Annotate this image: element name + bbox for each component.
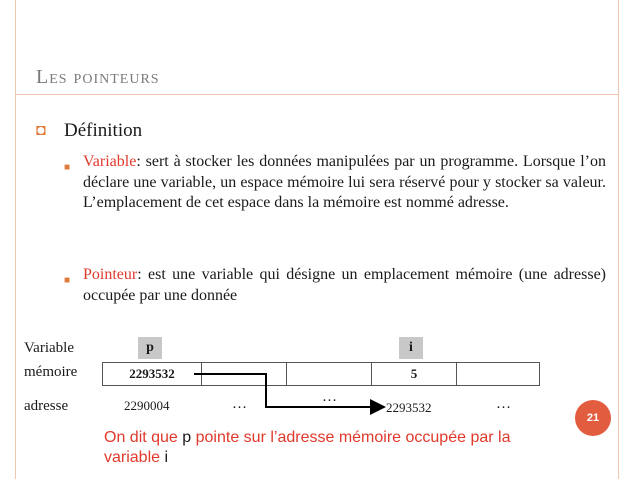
bullet-icon: ■ xyxy=(64,162,71,173)
section-label: Définition xyxy=(64,120,143,141)
variable-i-label: i xyxy=(399,337,423,359)
caption-text: variable xyxy=(104,449,161,466)
memory-cell-p: 2293532 xyxy=(102,362,202,386)
ellipsis: … xyxy=(322,389,337,405)
ellipsis: … xyxy=(496,396,511,412)
row-label-address: adresse xyxy=(24,398,69,414)
pointer-definition-text: : est une variable qui désigne un emplacement mémoire (une adresse) occupée par une donnée xyxy=(83,266,606,304)
memory-cell-i: 5 xyxy=(371,362,457,386)
variable-p-label: p xyxy=(138,337,162,359)
ellipsis: … xyxy=(232,396,247,412)
slide-title: Les pointeurs xyxy=(36,66,160,88)
caption-text: pointe sur l’adresse mémoire occupée par la xyxy=(191,429,511,446)
caption-var-p: p xyxy=(182,429,192,446)
bullet-icon: ■ xyxy=(64,275,71,286)
caption-text: On dit que xyxy=(104,429,183,446)
bullet-icon: ◘ xyxy=(36,122,46,139)
caption xyxy=(104,428,574,468)
address-p: 2290004 xyxy=(124,398,170,413)
caption-var-i: i xyxy=(164,449,169,466)
page-number-badge: 21 xyxy=(575,400,611,436)
row-label-variable: Variable xyxy=(24,340,74,356)
variable-definition-text: : sert à stocker les données manipulées par un programme. Lorsque l’on déclare une variable, un espace mémoire lui sera réservé pour y stocker sa valeur. L’emplacement de cet espace dans la mémoire est nommé adresse. xyxy=(83,153,606,211)
address-i: 2293532 xyxy=(386,400,432,415)
variable-term: Variable xyxy=(83,153,137,170)
pointer-term: Pointeur xyxy=(83,266,138,283)
row-label-memory: mémoire xyxy=(24,364,78,380)
